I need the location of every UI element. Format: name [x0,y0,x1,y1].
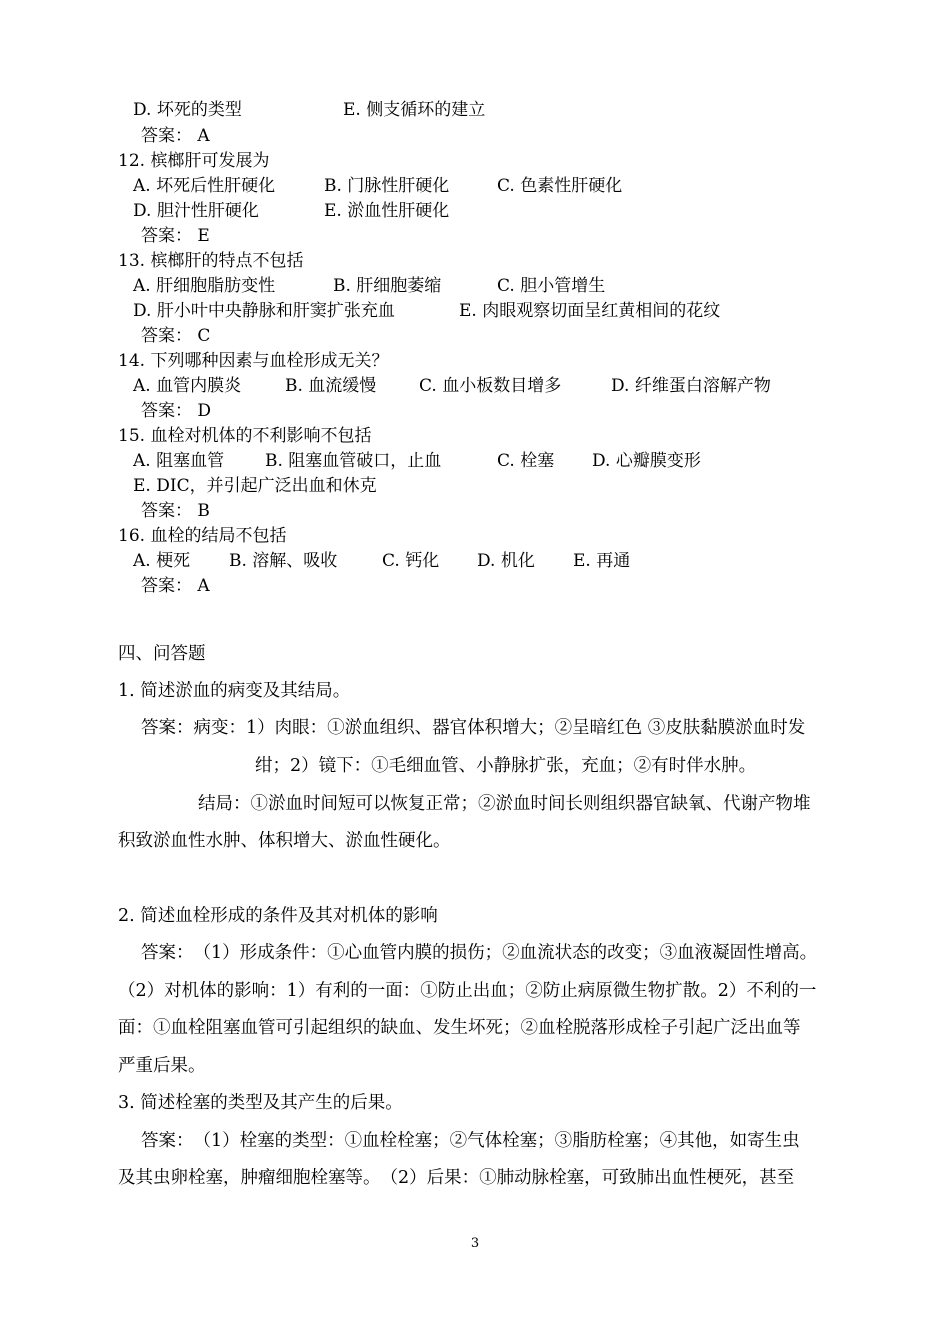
qa2-answer-line-4: 严重后果。 [118,1056,206,1076]
q15-stem: 15. 血栓对机体的不利影响不包括 [118,426,372,446]
q11-option-d: D. 坏死的类型 [133,100,242,120]
q15-option-e: E. DIC，并引起广泛出血和休克 [133,476,377,496]
q11-answer: 答案： A [141,126,210,146]
q13-stem: 13. 槟榔肝的特点不包括 [118,251,304,271]
qa3-question: 3. 简述栓塞的类型及其产生的后果。 [118,1093,403,1113]
q15-option-b: B. 阻塞血管破口，止血 [265,451,442,471]
q12-option-e: E. 淤血性肝硬化 [324,201,450,221]
q13-option-e: E. 肉眼观察切面呈红黄相间的花纹 [459,301,721,321]
qa3-answer-line-1: 答案： （1）栓塞的类型：①血栓栓塞；②气体栓塞；③脂肪栓塞；④其他，如寄生虫 [141,1131,800,1151]
q16-option-c: C. 钙化 [382,551,440,571]
qa1-question: 1. 简述淤血的病变及其结局。 [118,681,351,701]
q12-option-b: B. 门脉性肝硬化 [324,176,450,196]
qa2-answer-line-1: 答案： （1）形成条件：①心血管内膜的损伤；②血流状态的改变；③血液凝固性增高。 [141,943,818,963]
q14-option-c: C. 血小板数目增多 [419,376,562,396]
q14-answer: 答案： D [141,401,212,421]
qa1-answer-line-2: 绀；2）镜下：①毛细血管、小静脉扩张，充血；②有时伴水肿。 [255,756,757,776]
q16-option-d: D. 机化 [477,551,535,571]
q15-option-a: A. 阻塞血管 [133,451,225,471]
qa2-question: 2. 简述血栓形成的条件及其对机体的影响 [118,906,438,926]
section-title: 四、问答题 [118,644,206,664]
q12-option-a: A. 坏死后性肝硬化 [133,176,276,196]
q13-option-c: C. 胆小管增生 [497,276,606,296]
qa2-answer-line-2: （2）对机体的影响：1）有利的一面：①防止出血；②防止病原微生物扩散。2）不利的一 [118,981,817,1001]
q15-answer: 答案： B [141,501,210,521]
q12-option-c: C. 色素性肝硬化 [497,176,623,196]
q16-option-b: B. 溶解、吸收 [229,551,338,571]
q16-answer: 答案： A [141,576,210,596]
q13-answer: 答案： C [141,326,211,346]
qa1-answer-line-1: 答案：病变：1）肉眼：①淤血组织、器官体积增大；②呈暗红色 ③皮肤黏膜淤血时发 [141,718,806,738]
q13-option-d: D. 肝小叶中央静脉和肝窦扩张充血 [133,301,395,321]
q15-option-d: D. 心瓣膜变形 [592,451,701,471]
q16-stem: 16. 血栓的结局不包括 [118,526,287,546]
q14-stem: 14. 下列哪种因素与血栓形成无关？ [118,351,389,371]
q14-option-d: D. 纤维蛋白溶解产物 [611,376,771,396]
q16-option-e: E. 再通 [573,551,631,571]
qa2-answer-line-3: 面：①血栓阻塞血管可引起组织的缺血、发生坏死；②血栓脱落形成栓子引起广泛出血等 [118,1018,801,1038]
qa3-answer-line-2: 及其虫卵栓塞，肿瘤细胞栓塞等。 （2）后果：①肺动脉栓塞，可致肺出血性梗死，甚至 [118,1168,795,1188]
q13-option-a: A. 肝细胞脂肪变性 [133,276,276,296]
q14-option-a: A. 血管内膜炎 [133,376,242,396]
q12-stem: 12. 槟榔肝可发展为 [118,151,270,171]
q15-option-c: C. 栓塞 [497,451,555,471]
q11-option-e: E. 侧支循环的建立 [343,100,486,120]
q16-option-a: A. 梗死 [133,551,191,571]
q14-option-b: B. 血流缓慢 [285,376,377,396]
page-number: 3 [470,1236,480,1251]
q12-option-d: D. 胆汁性肝硬化 [133,201,259,221]
qa1-answer-line-4: 积致淤血性水肿、体积增大、淤血性硬化。 [118,831,451,851]
q13-option-b: B. 肝细胞萎缩 [333,276,442,296]
qa1-answer-line-3: 结局：①淤血时间短可以恢复正常；②淤血时间长则组织器官缺氧、代谢产物堆 [198,794,811,814]
q12-answer: 答案： E [141,226,210,246]
